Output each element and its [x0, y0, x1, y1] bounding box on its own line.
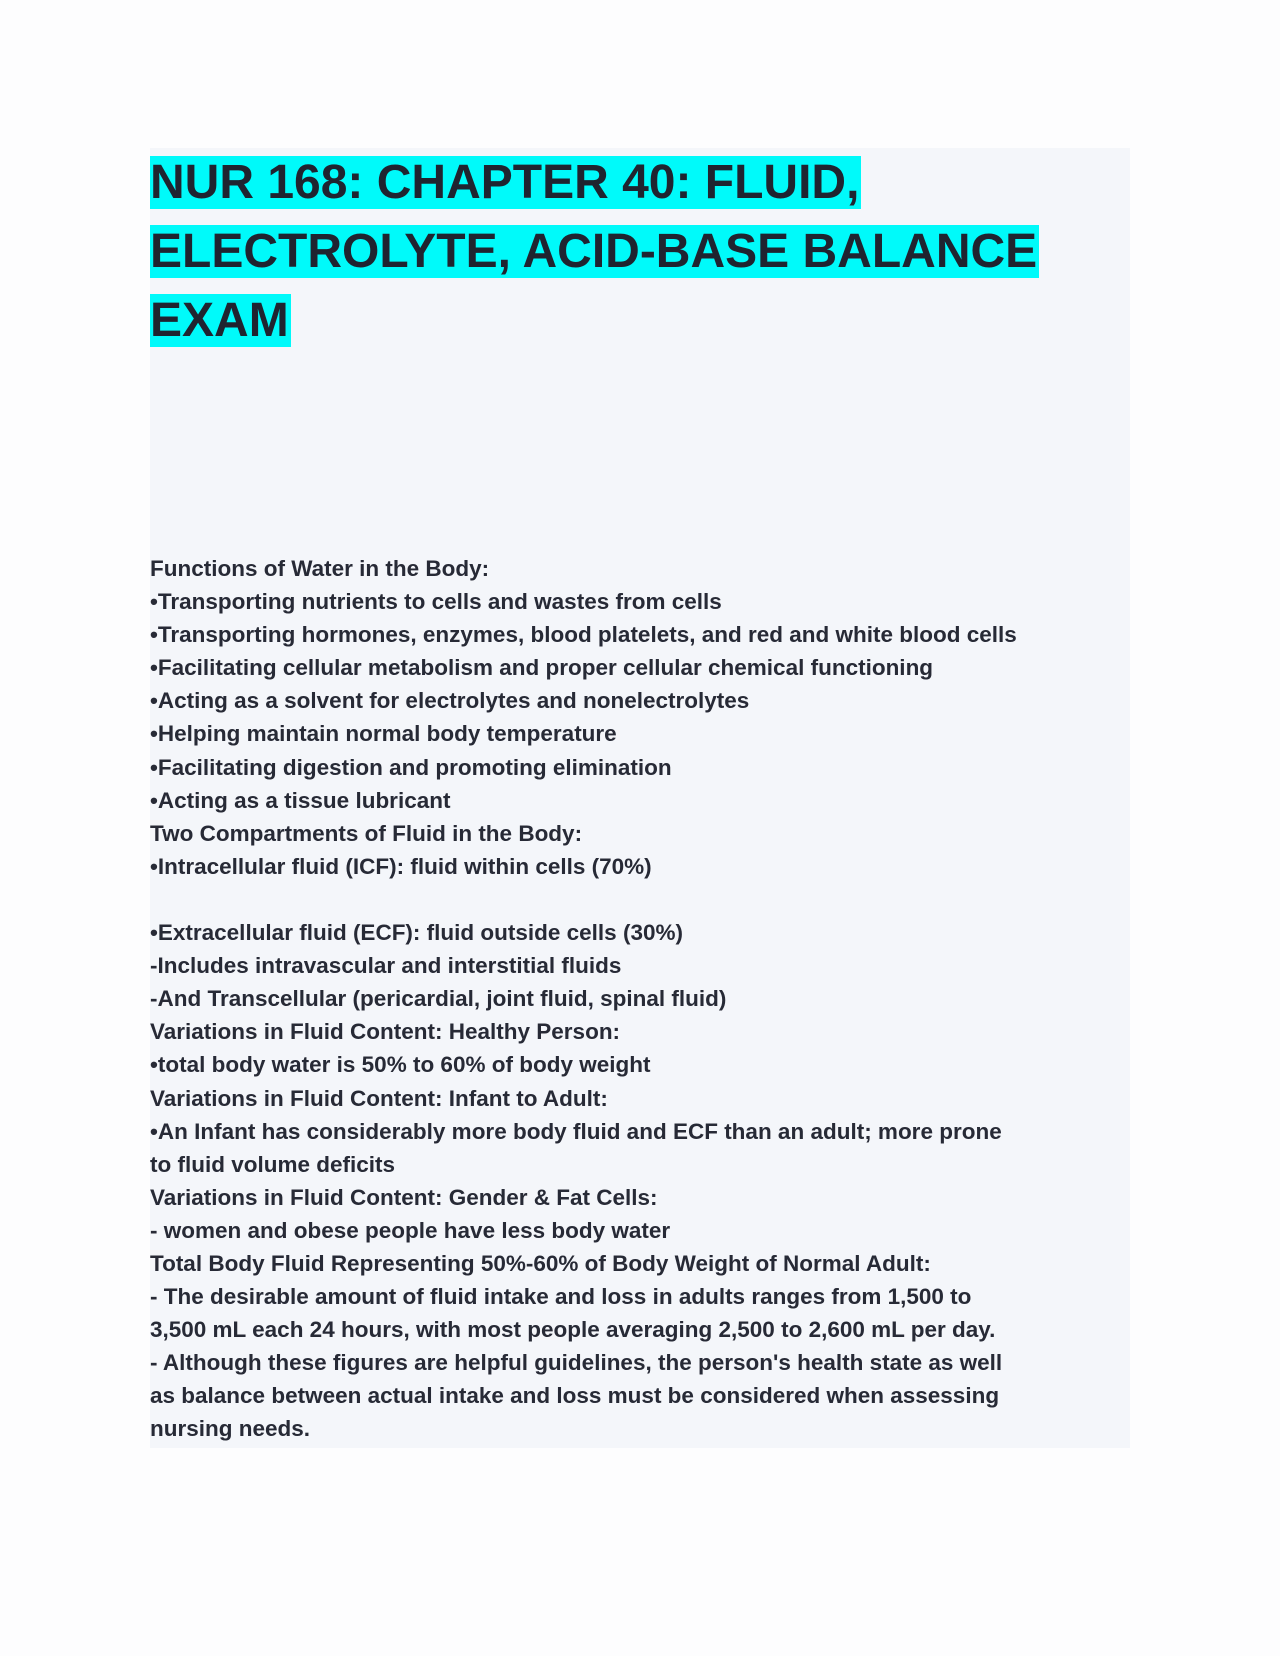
- blank-line: [150, 883, 1130, 916]
- list-item: -Includes intravascular and interstitial fluids: [150, 953, 622, 979]
- section-heading: Variations in Fluid Content: Healthy Person:: [150, 1019, 621, 1045]
- list-item: •Transporting hormones, enzymes, blood platelets, and red and white blood cells: [150, 622, 1017, 648]
- section-heading: Variations in Fluid Content: Gender & Fat Cells:: [150, 1184, 658, 1210]
- title-line-1: NUR 168: CHAPTER 40: FLUID,: [150, 156, 860, 209]
- list-item-continued: nursing needs.: [150, 1416, 311, 1442]
- list-item: -And Transcellular (pericardial, joint fluid, spinal fluid): [150, 986, 727, 1012]
- list-item-continued: as balance between actual intake and loss must be considered when assessing: [150, 1383, 1000, 1409]
- list-item-continued: to fluid volume deficits: [150, 1151, 396, 1177]
- list-item: •Helping maintain normal body temperature: [150, 721, 617, 747]
- list-item: •Extracellular fluid (ECF): fluid outside cells (30%): [150, 920, 683, 946]
- list-item: •Acting as a solvent for electrolytes and nonelectrolytes: [150, 688, 750, 714]
- title-line-2: ELECTROLYTE, ACID-BASE BALANCE: [150, 225, 1038, 278]
- document-body: [150, 552, 1130, 1446]
- document-page: [150, 148, 1130, 1448]
- list-item: - The desirable amount of fluid intake and loss in adults ranges from 1,500 to: [150, 1284, 972, 1310]
- list-item: •Facilitating digestion and promoting elimination: [150, 754, 672, 780]
- list-item: •Acting as a tissue lubricant: [150, 787, 451, 813]
- list-item: •total body water is 50% to 60% of body weight: [150, 1052, 651, 1078]
- document-title: [150, 148, 1130, 355]
- list-item: •Intracellular fluid (ICF): fluid within cells (70%): [150, 853, 652, 879]
- list-item: - Although these figures are helpful guidelines, the person's health state as well: [150, 1350, 1003, 1376]
- list-item: •Facilitating cellular metabolism and proper cellular chemical functioning: [150, 655, 934, 681]
- title-line-3: EXAM: [150, 294, 289, 347]
- list-item: - women and obese people have less body water: [150, 1217, 671, 1243]
- list-item: •Transporting nutrients to cells and wastes from cells: [150, 589, 722, 615]
- section-heading: Total Body Fluid Representing 50%-60% of Body Weight of Normal Adult:: [150, 1250, 931, 1276]
- list-item-continued: 3,500 mL each 24 hours, with most people averaging 2,500 to 2,600 mL per day.: [150, 1317, 996, 1343]
- section-heading: Functions of Water in the Body:: [150, 556, 490, 581]
- list-item: •An Infant has considerably more body fluid and ECF than an adult; more prone: [150, 1118, 1002, 1144]
- section-heading: Variations in Fluid Content: Infant to Adult:: [150, 1085, 608, 1111]
- section-heading: Two Compartments of Fluid in the Body:: [150, 820, 583, 846]
